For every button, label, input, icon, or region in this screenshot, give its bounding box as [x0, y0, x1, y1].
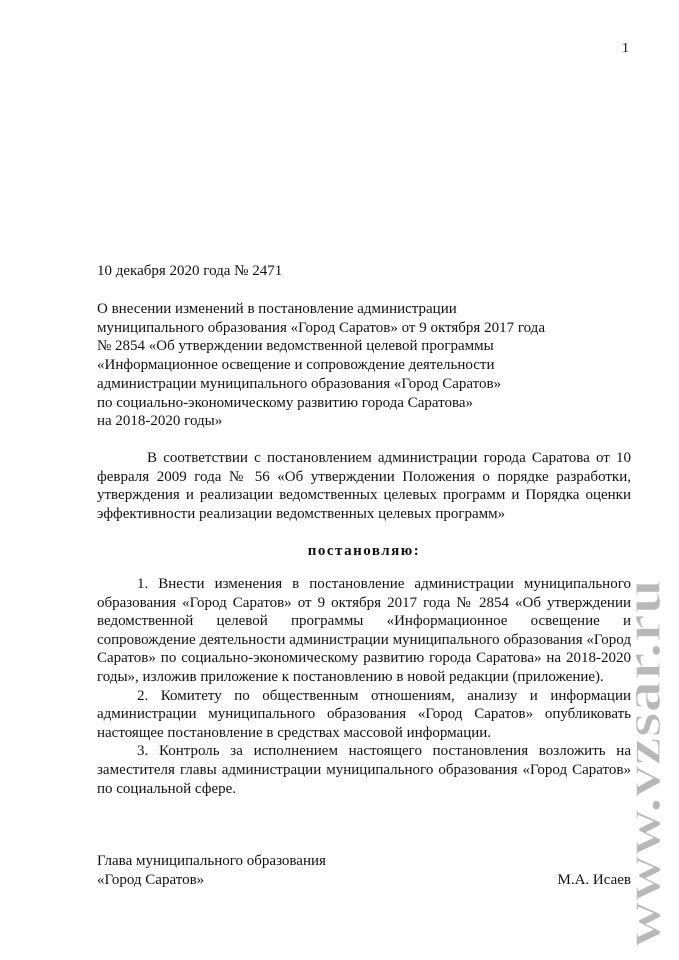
subject-line: администрации муниципального образования «Город Саратов» [97, 375, 502, 392]
decree-heading: постановляю: [307, 543, 421, 559]
watermark-text: www.vzsar.ru [615, 645, 672, 947]
signatory-position-city: «Город Саратов» [97, 872, 205, 888]
subject-line: по социально-экономическому развитию города Саратова» [97, 394, 474, 411]
preamble-paragraph: В соответствии с постановлением администрации города Саратова от 10 февраля 2009 года № 56 «Об утверждении Положения о порядке разработки, утверждения и реализации ведомственных целевых программ и Порядка оценки эффективности реализации ведомственных целевых программ» [97, 450, 631, 522]
signatory-position: Глава муниципального образования [97, 853, 326, 869]
page-number: 1 [622, 41, 629, 56]
decree-items [97, 575, 631, 798]
signatory-name: М.А. Исаев [557, 872, 631, 888]
subject-line: О внесении изменений в постановление администрации [97, 301, 457, 317]
subject-line: муниципального образования «Город Саратов» от 9 октября 2017 года [97, 319, 545, 336]
subject-line: на 2018-2020 годы» [97, 413, 223, 430]
subject-line: «Информационное освещение и сопровождение деятельности [97, 357, 495, 374]
decree-item: 1. Внести изменения в постановление администрации муниципального образования «Город Саратов» от 9 октября 2017 года № 2854 «Об утверждении ведомственной целевой программы «Информационное освещение и сопровождение деятельности администрации муниципального образования «Город Саратов» по социально-экономическому развитию города Саратова» на 2018-2020 годы», изложив приложение к постановлению в новой редакции (приложение). [97, 576, 631, 685]
decree-item: 3. Контроль за исполнением настоящего постановления возложить на заместителя главы администрации муниципального образования «Город Саратов» по социальной сфере. [97, 743, 631, 797]
watermark [590, 575, 679, 955]
document-subject [97, 300, 567, 431]
subject-line: № 2854 «Об утверждении ведомственной целевой программы [97, 338, 494, 355]
document-date-number: 10 декабря 2020 года № 2471 [97, 263, 283, 279]
decree-item: 2. Комитету по общественным отношениям, анализу и информации администрации муниципального образования «Город Саратов» опубликовать настоящее постановление в средствах массовой информации. [97, 687, 631, 741]
signature-block [97, 852, 631, 890]
